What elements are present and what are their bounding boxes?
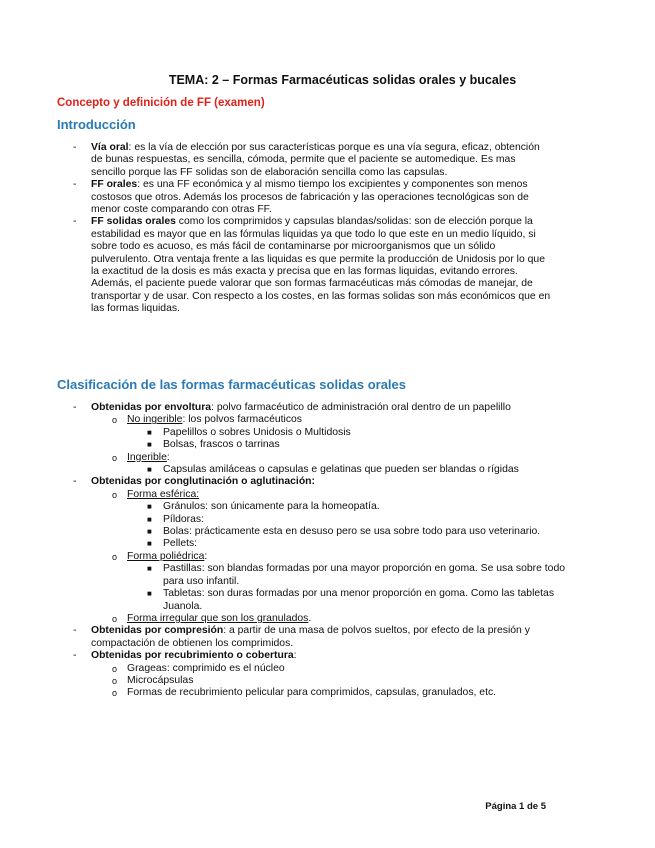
classification-item-level-2: o Microcápsulas [112,674,194,686]
classification-item-level-1: - Obtenidas por conglutinación o aglutinación: [73,476,315,488]
page-number: Página 1 de 5 [485,801,546,812]
dash-bullet-icon: - [73,625,77,637]
classification-list [73,402,573,700]
square-bullet-icon: ■ [147,465,152,475]
dash-bullet-icon: - [73,650,77,662]
classification-heading: Clasificación de las formas farmacéuticas solidas orales [57,377,406,392]
square-bullet-icon: ■ [147,539,152,549]
classification-item-level-3: ■ Bolsas, frascos o tarrinas [147,439,280,451]
intro-list [73,142,553,316]
intro-item: - FF solidas orales como los comprimidos y capsulas blandas/solidas: son de elección porque la estabilidad es mayor que en las fórmulas liquidas ya que todo lo que este en un medio líquido, si sobre todo es acuoso, es más fácil de contaminarse por microorganismos que un sólido pulverulento. Otra ventaja frente a las liquidas es que permite la producción de Unidosis por lo que la exactitud de la dosis es más exacta y precisa que en las formas liquidas, evitando errores. Además, el paciente puede valorar que son formas farmacéuticas más cómodas de manejar, de transportar y de usar. Con respecto a los costes, en las formas solidas son más económicos que en las formas liquidas. [73,216,551,315]
classification-item-level-2: o Ingerible: [112,451,170,463]
classification-item-level-2: o Forma esférica: [112,488,200,500]
classification-item-level-3: ■ Capsulas amiláceas o capsulas e gelatinas que pueden ser blandas o rígidas [147,464,519,476]
classification-item-level-2: o Forma irregular que son los granulados. [112,612,312,624]
classification-item-level-2: o Grageas: comprimido es el núcleo [112,662,285,674]
square-bullet-icon: ■ [147,427,152,437]
classification-item-level-1: - Obtenidas por recubrimiento o cobertura: [73,650,297,662]
circle-bullet-icon: o [112,663,118,674]
classification-item-level-3: ■ Bolas: prácticamente esta en desuso pero se usa sobre todo para uso veterinario. [147,526,541,538]
dash-bullet-icon: - [73,216,77,228]
circle-bullet-icon: o [112,688,118,699]
classification-item-level-2: o Formas de recubrimiento pelicular para comprimidos, capsulas, granulados, etc. [112,687,497,699]
square-bullet-icon: ■ [147,527,152,537]
circle-bullet-icon: o [112,489,118,500]
classification-item-level-3: ■ Gránulos: son únicamente para la homeopatía. [147,501,380,513]
square-bullet-icon: ■ [147,502,152,512]
circle-bullet-icon: o [112,551,118,562]
classification-item-level-3: ■ Píldoras: [147,513,205,525]
circle-bullet-icon: o [112,452,118,463]
circle-bullet-icon: o [112,675,118,686]
dash-bullet-icon: - [73,179,77,191]
classification-item-level-3: ■ Papelillos o sobres Unidosis o Multidosis [147,426,351,438]
concept-heading: Concepto y definición de FF (examen) [57,97,265,109]
classification-item-level-2: o Forma poliédrica: [112,550,208,562]
classification-item-level-3: ■ Tabletas: son duras formadas por una menor proporción en goma. Como las tabletas Juanola. [147,588,555,612]
classification-item-level-1: - Obtenidas por envoltura: polvo farmacéutico de administración oral dentro de un papelillo [73,402,511,413]
dash-bullet-icon: - [73,142,77,153]
square-bullet-icon: ■ [147,514,152,524]
circle-bullet-icon: o [112,613,118,624]
square-bullet-icon: ■ [147,589,152,599]
document-title: TEMA: 2 – Formas Farmacéuticas solidas orales y bucales [168,73,517,87]
classification-item-level-2: o No ingerible: los polvos farmacéuticos [112,414,302,426]
classification-item-level-3: ■ Pastillas: son blandas formadas por una mayor proporción en goma. Se usa sobre todo para uso infantil. [147,563,566,587]
intro-heading: Introducción [57,117,136,132]
circle-bullet-icon: o [112,415,118,426]
classification-item-level-3: ■ Pellets: [147,538,198,550]
square-bullet-icon: ■ [147,440,152,450]
intro-item: - FF orales: es una FF económica y al mismo tiempo los excipientes y componentes son menos costosos que otros. Además los procesos de fabricación y las operaciones tecnológicas son de menor coste comparando con otras FF. [73,179,529,216]
intro-item: - Vía oral: es la vía de elección por sus características porque es una vía segura, eficaz, obtención de bunas respuestas, es sencilla, cómoda, permite que el paciente se automedique. Es mas sencillo porque las FF solidas son de elaboración sencilla como las capsulas. [73,142,540,178]
classification-item-level-1: - Obtenidas por compresión: a partir de una masa de polvos sueltos, por efecto de la presión y compactación de obtienen los comprimidos. [73,625,530,649]
square-bullet-icon: ■ [147,564,152,574]
dash-bullet-icon: - [73,476,77,488]
dash-bullet-icon: - [73,402,77,413]
